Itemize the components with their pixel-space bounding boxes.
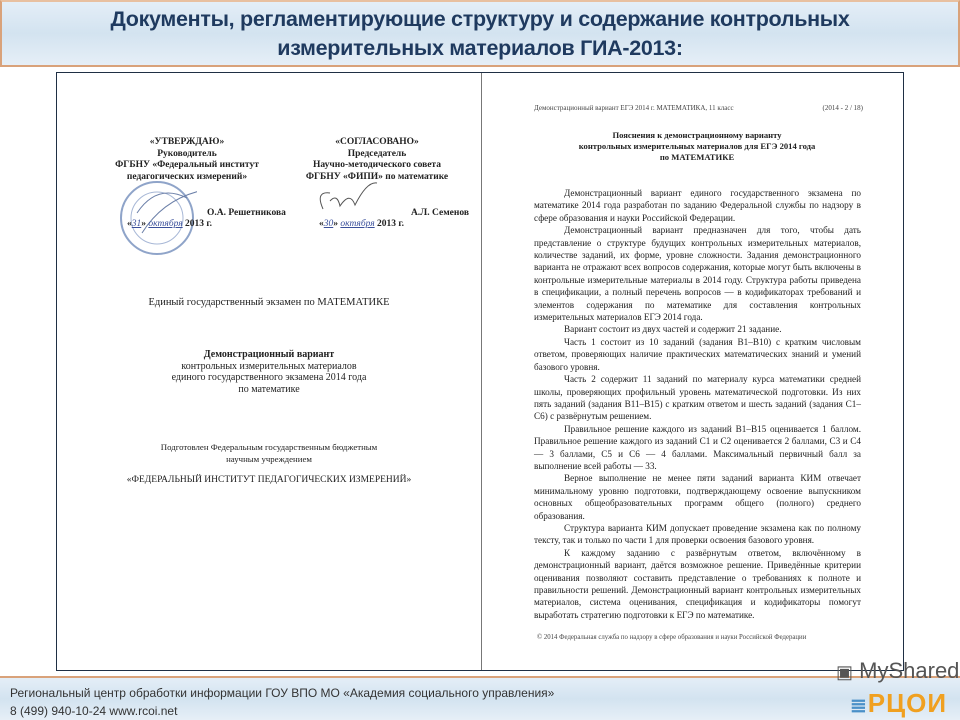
title-line-1: Документы, регламентирующие структуру и содержание контрольных xyxy=(110,6,850,31)
title-line: Пояснения к демонстрационному варианту xyxy=(612,130,782,140)
title-line: контрольных измерительных материалов для ЕГЭ 2014 года xyxy=(578,141,816,151)
agree-org2: ФГБНУ «ФИПИ» по математике xyxy=(305,171,449,182)
agree-name-wrap xyxy=(319,208,469,220)
prepared-block xyxy=(57,442,481,465)
page-header: Демонстрационный вариант ЕГЭ 2014 г. МАТЕМАТИКА, 11 класс xyxy=(534,104,734,112)
agree-name: А.Л. Семенов xyxy=(410,208,469,218)
paragraph: Демонстрационный вариант предназначен для того, чтобы дать представление о структуре будущих контрольных измерительных материалов, количестве заданий, их форме, уровне сложности. Задания демонстрационного варианта не отражают всех вопросов содержания, которые могут быть включены в контрольные измерительные материалы в 2014 году. Структура работы приведена в спецификации, а полный перечень вопросов — в кодификаторах требований и элементов содержания по математике для составления контрольных измерительных материалов ЕГЭ 2014 года. xyxy=(534,225,861,323)
agree-month: октября xyxy=(340,219,375,229)
stack-icon: ≣ xyxy=(850,695,868,717)
paragraph: Демонстрационный вариант единого государственного экзамена по математике 2014 года разработан по заданию Федеральной службы по надзору в сфере образования и науки Российской Федерации. xyxy=(534,188,861,223)
agree-year: 2013 г. xyxy=(377,219,405,229)
institute-name: «ФЕДЕРАЛЬНЫЙ ИНСТИТУТ ПЕДАГОГИЧЕСКИХ ИЗМЕРЕНИЙ» xyxy=(126,475,412,485)
agree-heading: «СОГЛАСОВАНО» xyxy=(335,137,419,147)
approve-date: «31» октября 2013 г. xyxy=(127,219,213,229)
agree-day: 30 xyxy=(323,219,334,229)
explanation-title xyxy=(522,130,872,163)
prepared-line: научным учреждением xyxy=(226,453,312,464)
page-number: (2014 - 2 / 18) xyxy=(822,104,863,112)
slide-title xyxy=(110,5,849,63)
document-frame xyxy=(56,72,904,671)
paragraph: Вариант состоит из двух частей и содержит 21 задание. xyxy=(564,324,782,335)
approve-heading: «УТВЕРЖДАЮ» xyxy=(149,137,225,147)
agree-block xyxy=(282,137,472,183)
stamp-icon xyxy=(117,173,197,263)
demo-heading: Демонстрационный вариант xyxy=(203,349,335,360)
agree-role: Председатель xyxy=(347,148,407,159)
paragraph: Верное выполнение не менее пяти заданий варианта КИМ отвечает минимальному уровню подготовки, подтверждающему освоение выпускником основных общеобразовательных программ общего (полного) среднего образования. xyxy=(534,473,861,521)
paragraph: Часть 2 содержит 11 заданий по материалу курса математики средней школы, проверяющих профильный уровень математической подготовки. Из них пять заданий (задания B11–B15) с кратким ответом и шесть заданий (задания C1–C6) с развёрнутым решением. xyxy=(534,374,861,422)
demo-line: контрольных измерительных материалов xyxy=(181,360,357,372)
paragraph: К каждому заданию с развёрнутым ответом, включённому в демонстрационный вариант, даётся возможное решение. Приведённые критерии оценивания позволяют составить представление о требованиях к полноте и правильности решений. Демонстрационный вариант контрольных измерительных материалов, система оценивания, спецификация и кодификаторы помогут выработать стратегию подготовки к ЕГЭ по математике. xyxy=(534,547,861,620)
footer-band xyxy=(0,676,960,720)
approve-name: О.А. Решетникова xyxy=(207,208,286,218)
presentation-icon: ▣ xyxy=(836,662,854,682)
approve-role: Руководитель xyxy=(157,148,217,159)
explanation-body xyxy=(534,187,861,621)
agree-date: «30» октября 2013 г. xyxy=(319,219,405,229)
approve-year: 2013 г. xyxy=(185,219,213,229)
explanation-page xyxy=(482,73,905,670)
myshared-watermark xyxy=(836,658,959,684)
approve-day: 31 xyxy=(131,219,142,229)
agree-org: Научно-методического совета xyxy=(313,160,441,170)
slide-title-band xyxy=(0,0,960,67)
demo-line: по математике xyxy=(238,383,300,395)
title-line: по МАТЕМАТИКЕ xyxy=(659,152,735,162)
footer-contacts: 8 (499) 940-10-24 www.rcoi.net xyxy=(10,704,178,718)
paragraph: Часть 1 состоит из 10 заданий (задания B1–B10) с кратким числовым ответом, проверяющих наличие практических математических знаний и умений базового уровня. xyxy=(534,336,861,372)
approve-org2: педагогических измерений» xyxy=(126,171,248,182)
rcoi-text: РЦОИ xyxy=(867,688,948,718)
myshared-text: MyShared xyxy=(859,658,960,683)
demo-block xyxy=(57,349,481,395)
demo-line: единого государственного экзамена 2014 года xyxy=(171,372,367,383)
approve-month: октября xyxy=(148,219,183,229)
paragraph: Правильное решение каждого из заданий B1–B15 оценивается 1 баллом. Правильное решение каждого из заданий C1 и C2 оценивается 2 баллами, C3 и C4 — 3 баллами, C5 и C6 — 4 баллами. Максимальный первичный балл за выполнение всей работы — 33. xyxy=(534,423,861,471)
exam-title: Единый государственный экзамен по МАТЕМАТИКЕ xyxy=(148,297,390,308)
title-page xyxy=(57,73,481,670)
rcoi-logo xyxy=(850,688,947,719)
copyright: © 2014 Федеральная служба по надзору в сфере образования и науки Российской Федерации xyxy=(537,634,807,641)
approve-org: ФГБНУ «Федеральный институт xyxy=(115,160,259,170)
paragraph: Структура варианта КИМ допускает проведение экзамена как по полному тексту, так и только по части 1 для проверки освоения базового уровня. xyxy=(534,522,861,546)
prepared-line: Подготовлен Федеральным государственным бюджетным xyxy=(160,442,378,452)
title-line-2: измерительных материалов ГИА-2013: xyxy=(277,35,683,60)
footer-org: Региональный центр обработки информации ГОУ ВПО МО «Академия социального управления» xyxy=(10,686,555,700)
